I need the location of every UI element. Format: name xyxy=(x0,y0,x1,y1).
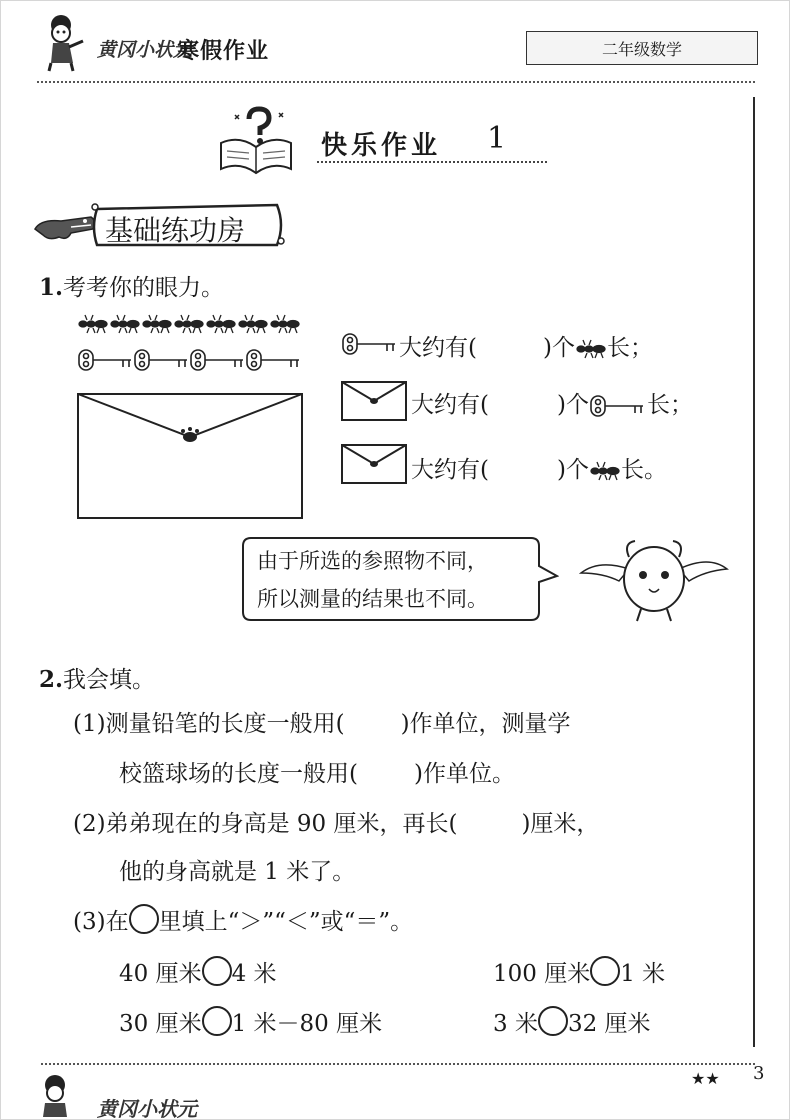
q1-title xyxy=(39,269,224,302)
q2-part1-line1 xyxy=(73,705,571,738)
comparison-3 xyxy=(119,1005,382,1038)
mascot-logo-icon xyxy=(39,11,95,75)
ant-chain-icon xyxy=(77,313,303,335)
footer-divider xyxy=(41,1063,755,1065)
key-icon xyxy=(589,393,647,419)
ant-icon xyxy=(589,460,621,482)
comparison-1-circle[interactable] xyxy=(202,956,232,986)
footer-mascot-icon xyxy=(31,1071,91,1117)
q2-number: 2. xyxy=(39,666,64,693)
comparison-3-left: 30 厘米 xyxy=(119,1011,202,1037)
q1-row-3-after: )个 xyxy=(556,457,589,483)
section-title: 基础练功房 xyxy=(105,214,246,247)
comparison-2-right: 1 米 xyxy=(620,961,666,987)
ant-icon xyxy=(575,338,607,360)
comparison-2 xyxy=(493,955,665,988)
comparison-2-left: 100 厘米 xyxy=(493,961,591,987)
lesson-title: 快乐作业 xyxy=(321,131,442,161)
tip-line-1: 由于所选的参照物不同， xyxy=(257,549,488,573)
q2-p1-l2-b: )作单位。 xyxy=(413,761,515,787)
q2-p1-l2-a: 校篮球场的长度一般用( xyxy=(119,761,358,787)
q1-row-1-end: 长； xyxy=(606,335,653,361)
q2-part2-line2: 他的身高就是 1 米了。 xyxy=(119,859,356,885)
comparison-2-circle[interactable] xyxy=(590,956,620,986)
q2-p2-l1-b: )厘米， xyxy=(521,811,600,837)
lesson-underline xyxy=(317,161,547,163)
comparison-4-right: 32 厘米 xyxy=(567,1011,651,1037)
comparison-1-right: 4 米 xyxy=(231,961,277,987)
comparison-1 xyxy=(119,955,277,988)
small-envelope-icon xyxy=(341,444,407,484)
q2-title xyxy=(39,661,155,694)
q1-row-1-after: )个 xyxy=(542,335,575,361)
comparison-3-circle[interactable] xyxy=(202,1006,232,1036)
q2-p3-a: (3)在 xyxy=(73,909,129,935)
comparison-4-left: 3 米 xyxy=(493,1011,538,1037)
q1-prompt: 考考你的眼力。 xyxy=(63,275,225,301)
comparison-1-left: 40 厘米 xyxy=(119,961,202,987)
brand-name: 黄冈小状元 xyxy=(97,39,193,61)
q2-p3-b: 里填上“＞”“＜”或“＝”。 xyxy=(158,909,414,935)
comparison-4-circle[interactable] xyxy=(538,1006,568,1036)
q1-number: 1. xyxy=(39,274,64,301)
large-envelope-icon xyxy=(77,393,303,519)
q1-row-2-end: 长； xyxy=(646,392,693,418)
grade-label: 二年级数学 xyxy=(526,31,758,65)
q1-row-3-end: 长。 xyxy=(620,457,667,483)
q1-row-3 xyxy=(411,451,667,484)
q2-part1-line2 xyxy=(119,755,515,788)
q2-p1-l1-b: )作单位，测量学 xyxy=(400,711,571,737)
header-title: 寒假作业 xyxy=(177,39,270,64)
q1-row-2 xyxy=(411,386,693,419)
comparison-3-right: 1 米－80 厘米 xyxy=(231,1011,383,1037)
q2-p1-l1-a: (1)测量铅笔的长度一般用( xyxy=(73,711,345,737)
footer-brand: 黄冈小状元 xyxy=(97,1097,197,1120)
q2-p2-l1-a: (2)弟弟现在的身高是 90 厘米，再长( xyxy=(73,811,458,837)
lesson-number: 1 xyxy=(487,121,507,156)
crocodile-icon xyxy=(31,207,99,247)
key-icon xyxy=(341,331,399,357)
margin-rule xyxy=(753,97,755,1047)
header-divider xyxy=(37,81,755,83)
book-question-icon xyxy=(213,105,299,177)
key-chain-icon xyxy=(77,347,303,373)
q1-row-1 xyxy=(399,329,653,362)
comparison-4 xyxy=(493,1005,651,1038)
circle-blank-icon xyxy=(129,904,159,934)
tip-line-2: 所以测量的结果也不同。 xyxy=(257,587,488,611)
q1-row-2-after: )个 xyxy=(556,392,589,418)
q2-prompt: 我会填。 xyxy=(63,667,156,693)
q1-row-3-before: 大约有( xyxy=(411,457,489,483)
winged-mascot-icon xyxy=(579,529,729,625)
q1-row-1-before: 大约有( xyxy=(399,335,477,361)
page-number: 3 xyxy=(753,1063,765,1084)
q2-part3-instruction xyxy=(73,903,413,936)
footer-stars: ★★ xyxy=(691,1069,720,1088)
q1-row-2-before: 大约有( xyxy=(411,392,489,418)
small-envelope-icon xyxy=(341,381,407,421)
q2-part2-line1 xyxy=(73,805,599,838)
